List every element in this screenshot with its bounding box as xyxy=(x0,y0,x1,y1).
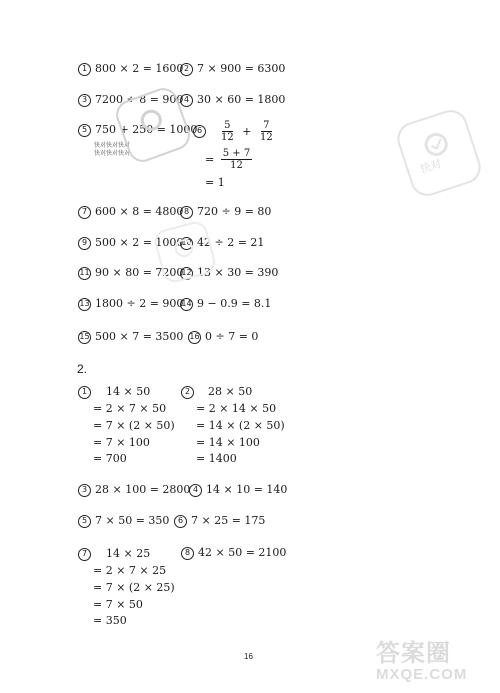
item-number-badge: 3 xyxy=(78,94,91,107)
answer-expression: 9 − 0.9 = 8.1 xyxy=(197,297,272,310)
item-number-badge: 15 xyxy=(78,331,91,344)
answer-expression: 13 × 30 = 390 xyxy=(197,266,279,279)
fraction: $\frac{5 + 7}{12}$ xyxy=(222,148,251,171)
work-line: = 7 × (2 × 50) xyxy=(93,419,175,432)
item-number-badge: 8 xyxy=(181,547,194,560)
answer-expression: 28 × 100 = 2800 xyxy=(95,483,191,496)
item-number-badge: 11 xyxy=(78,267,91,280)
answer-expression: 750 + 250 = 1000 xyxy=(95,123,198,136)
item-number-badge: 4 xyxy=(189,484,202,497)
work-line: = 7 × 50 xyxy=(93,598,143,611)
watermark-logo-icon xyxy=(387,99,492,206)
work-line: = 350 xyxy=(93,614,127,627)
item-number-badge: 7 xyxy=(78,548,91,561)
answer-expression: 14 × 10 = 140 xyxy=(206,483,288,496)
answer-expression: 720 ÷ 9 = 80 xyxy=(197,205,272,218)
item-number-badge: 13 xyxy=(78,298,91,311)
work-line: 28 × 50 xyxy=(208,385,253,398)
answer-item-4 xyxy=(180,93,285,107)
work-line: 14 × 25 xyxy=(106,547,151,560)
answer-item-2-7 xyxy=(78,546,95,561)
answer-item-2-4 xyxy=(189,483,287,497)
page-number: 16 xyxy=(244,652,253,661)
work-line: = 14 × 100 xyxy=(196,436,260,449)
answer-item-2 xyxy=(180,62,285,76)
answer-expression: 500 × 2 = 1000 xyxy=(95,236,184,249)
stamp-text: 快对快对快对 快对快对快对 xyxy=(94,142,131,157)
item-number-badge: 2 xyxy=(181,386,194,399)
item-number-badge: 2 xyxy=(180,63,193,76)
answer-expression: 42 × 50 = 2100 xyxy=(198,546,287,559)
answer-expression: 500 × 7 = 3500 xyxy=(95,330,184,343)
item-number-badge: 8 xyxy=(180,206,193,219)
answer-item-16 xyxy=(188,330,258,344)
section-label: 2. xyxy=(77,362,88,376)
answer-expression: 90 × 80 = 7200 xyxy=(95,266,184,279)
item-number-badge: 5 xyxy=(78,515,91,528)
answer-item-8 xyxy=(180,205,271,219)
answer-item-2-3 xyxy=(78,483,190,497)
answer-expression: 800 × 2 = 1600 xyxy=(95,62,184,75)
item-number-badge: 5 xyxy=(78,124,91,137)
work-line: = 2 × 7 × 25 xyxy=(93,564,167,577)
item-number-badge: 6 xyxy=(193,125,206,138)
item-number-badge: 6 xyxy=(174,515,187,528)
work-line: = 2 × 7 × 50 xyxy=(93,402,167,415)
work-line: = 7 × 100 xyxy=(93,436,150,449)
answer-item-12 xyxy=(180,266,278,280)
work-line: 14 × 50 xyxy=(106,385,151,398)
answer-item-11 xyxy=(78,266,183,280)
fraction-combined-line: = $\frac{5 + 7}{12}$ xyxy=(205,148,251,171)
answer-item-14 xyxy=(180,297,271,311)
answer-expression: 30 × 60 = 1800 xyxy=(197,93,286,106)
answer-expression: 1800 ÷ 2 = 900 xyxy=(95,297,184,310)
answer-item-2-1 xyxy=(78,384,95,399)
item-number-badge: 1 xyxy=(78,386,91,399)
item-number-badge: 9 xyxy=(78,237,91,250)
answer-expression: 7 × 50 = 350 xyxy=(95,514,170,527)
answer-expression: 7 × 25 = 175 xyxy=(191,514,266,527)
answer-item-1 xyxy=(78,62,183,76)
answer-item-6 xyxy=(193,123,210,138)
item-number-badge: 16 xyxy=(188,331,201,344)
answer-item-10 xyxy=(180,236,264,250)
answer-item-2-2 xyxy=(181,384,198,399)
fraction: $\frac{5}{12}$ xyxy=(221,120,234,143)
footer-watermark xyxy=(376,640,496,690)
answer-item-2-8 xyxy=(181,546,286,560)
answer-expression: 0 ÷ 7 = 0 xyxy=(205,330,259,343)
item-number-badge: 10 xyxy=(180,237,193,250)
answer-item-2-5 xyxy=(78,514,169,528)
work-line: = 7 × (2 × 25) xyxy=(93,581,175,594)
answer-item-5 xyxy=(78,123,197,137)
answer-item-2-6 xyxy=(174,514,265,528)
answer-expression: 7200 ÷ 8 = 900 xyxy=(95,93,184,106)
answer-expression: 42 ÷ 2 = 21 xyxy=(197,236,265,249)
work-line: = 1400 xyxy=(196,452,237,465)
item-number-badge: 4 xyxy=(180,94,193,107)
work-line: = 14 × (2 × 50) xyxy=(196,419,285,432)
answer-expression: 7 × 900 = 6300 xyxy=(197,62,286,75)
answer-expression: 600 × 8 = 4800 xyxy=(95,205,184,218)
work-line: = 700 xyxy=(93,452,127,465)
fraction: $\frac{7}{12}$ xyxy=(259,120,273,143)
fraction-result: = 1 xyxy=(205,176,225,189)
item-number-badge: 1 xyxy=(78,63,91,76)
answer-item-7 xyxy=(78,205,183,219)
fraction-sum-line: $\frac{5}{12}$ + $\frac{7}{12}$ xyxy=(221,120,273,143)
answer-item-3 xyxy=(78,93,183,107)
answer-item-15 xyxy=(78,330,183,344)
watermark-text: 快对 xyxy=(418,156,444,177)
item-number-badge: 12 xyxy=(180,267,193,280)
item-number-badge: 7 xyxy=(78,206,91,219)
item-number-badge: 14 xyxy=(180,298,193,311)
item-number-badge: 3 xyxy=(78,484,91,497)
footer-watermark-url: MXQE.COM xyxy=(376,666,468,683)
answer-item-13 xyxy=(78,297,183,311)
work-line: = 2 × 14 × 50 xyxy=(196,402,277,415)
footer-watermark-logo: 答案圈 xyxy=(376,639,451,667)
answer-item-9 xyxy=(78,236,183,250)
